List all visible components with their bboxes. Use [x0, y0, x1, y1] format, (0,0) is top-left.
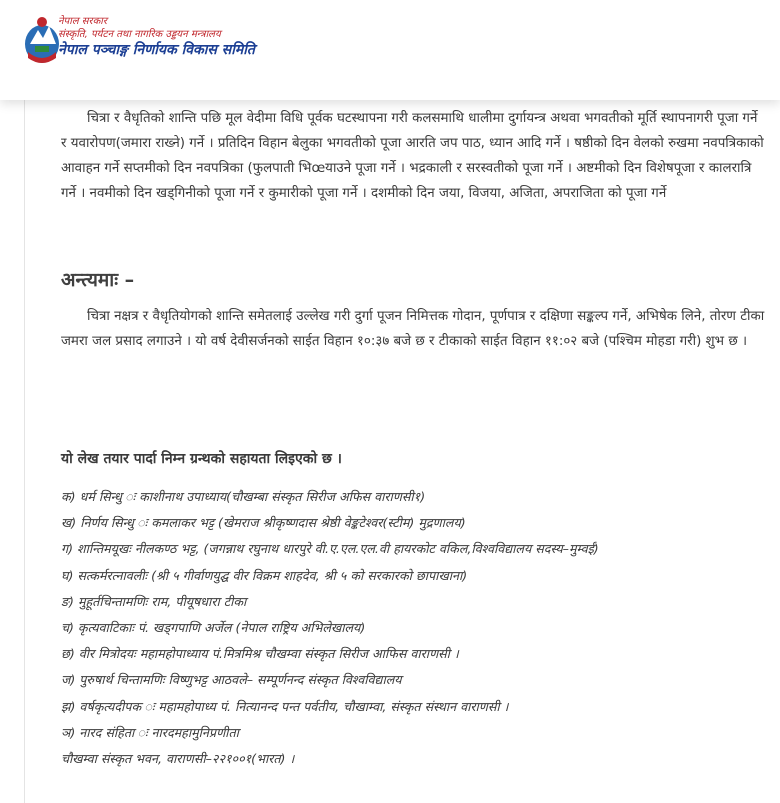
references-list [61, 484, 771, 772]
article-paragraph-2: चित्रा नक्षत्र र वैधृतियोगको शान्ति समेतलाई उल्लेख गरी दुर्गा पूजन निमित्तक गोदान, पूर्णपात्र र दक्षिणा सङ्कल्प गर्ने, अभिषेक लिने, तोरण टीका जमरा जल प्रसाद लगाउने । यो वर्ष देवीसर्जनको साईत विहान १०:३७ बजे छ र टीकाको साईत विहान ११:०२ बजे (पश्चिम मोहडा गरी) शुभ छ । [61, 309, 765, 349]
article-content [24, 100, 780, 803]
reference-item: क) धर्म सिन्धु ः काशीनाथ उपाध्याय(चौखम्बा संस्कृत सिरीज अफिस वाराणसी१) [61, 489, 426, 504]
reference-item: झ) वर्षकृत्यदीपक ः महामहोपाध्य पं. नित्यानन्द पन्त पर्वतीय, चौखाम्वा, संस्कृत संस्थान वाराणसी । [61, 698, 509, 714]
reference-item: ज) पुरुषार्थ चिन्तामणिः विष्णुभट्ट आठवले– सम्पूर्णनन्द संस्कृत विश्वविद्यालय [61, 672, 402, 688]
reference-item: छ) वीर मित्रोदयः महामहोपाध्याय पं.मित्रमिश्र चौखम्वा संस्कृत सिरीज आफिस वाराणसी । [61, 646, 459, 662]
references-title: यो लेख तयार पार्दा निम्न ग्रन्थको सहायता लिइएको छ । [61, 451, 342, 467]
reference-item: च) कृत्यवाटिकाः पं. खड्गपाणि अर्जेल (नेपाल राष्ट्रिय अभिलेखालय) [61, 620, 366, 636]
reference-item: ञ) नारद संहिता ः नारदमहामुनिप्रणीता [61, 724, 239, 740]
section-heading-conclusion: अन्त्यमाः – [61, 269, 135, 291]
reference-item: चौखम्वा संस्कृत भवन, वाराणसी–२२१००१(भारत) । [61, 751, 295, 767]
reference-item: ग) शान्तिमयूखः नीलकण्ठ भट्ट, (जगन्नाथ रघुनाथ धारपुरे वी.ए.एल.एल.वी हायरकोट वकिल,विश्वविद्यालय सदस्य–मुम्वई) [61, 541, 599, 557]
ministry-name: संस्कृति, पर्यटन तथा नागरिक उड्डयन मन्त्रालय [58, 29, 221, 40]
ministry-logo-text[interactable] [58, 15, 255, 59]
article-paragraph-1: चित्रा र वैधृतिको शान्ति पछि मूल वेदीमा विधि पूर्वक घटस्थापना गरी कलसमाथि धालीमा दुर्गायन्त्र अथवा भगवतीको मूर्ति स्थापनागरी पूजा गर्ने र यवारोपण(जमारा राख्ने) गर्ने । प्रतिदिन विहान बेलुका भगवतीको पूजा आरति जप पाठ, ध्यान आदि गर्ने । षष्ठीको दिन वेलको रुखमा नवपत्रिकाको आवाहन गर्ने सप्तमीको दिन नवपत्रिका (फुलपाती भिœयाउने पूजा गर्ने । भद्रकाली र सरस्वतीको पूजा गर्ने । अष्टमीको दिन विशेषपूजा र कालरात्रि गर्ने । नवमीको दिन खड्गिनीको पूजा गर्ने र कुमारीको पूजा गर्ने । दशमीको दिन जया, विजया, अजिता, अपराजिता को पूजा गर्ने [61, 111, 764, 201]
site-header [0, 0, 780, 100]
committee-name: नेपाल पञ्चाङ्ग निर्णायक विकास समिति [58, 42, 255, 58]
reference-item: घ) सत्कर्मरत्नावलीः (श्री ५ गीर्वाणयुद्घ वीर विक्रम शाहदेव, श्री ५ को सरकारको छापाखाना) [61, 567, 468, 583]
reference-item: ख) निर्णय सिन्धु ः कमलाकर भट्ट (खेमराज श्रीकृष्णदास श्रेष्ठी वेङ्कटेश्वर(स्टीम) मुद्रणालय) [61, 515, 466, 531]
government-name: नेपाल सरकार [58, 16, 107, 27]
reference-item: ङ) मुहूर्तचिन्तामणिः राम, पीयूषधारा टीका [61, 593, 247, 609]
